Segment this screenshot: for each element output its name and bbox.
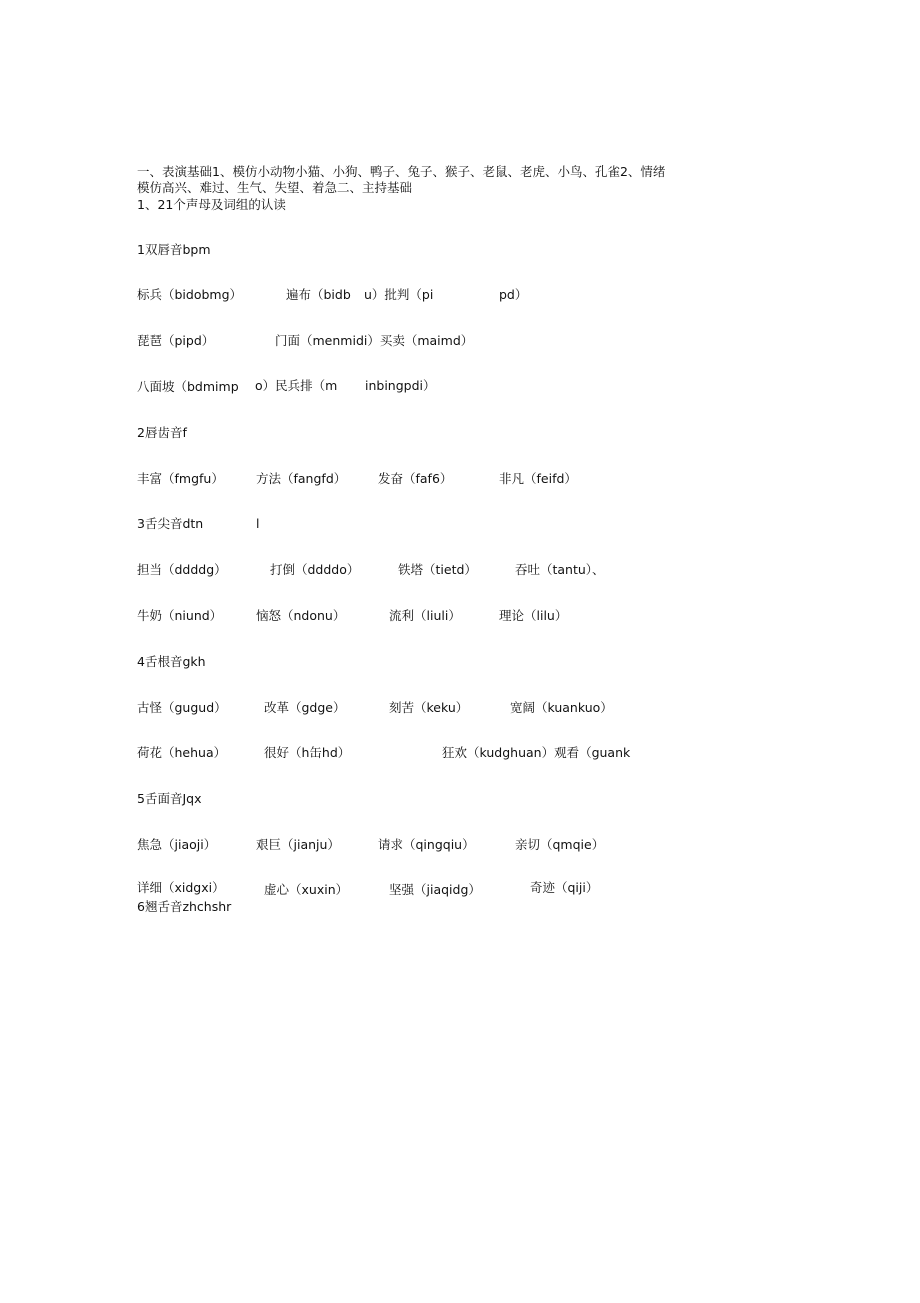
word-entry: 流利（liuli） <box>389 608 461 623</box>
word-entry: 宽阔（kuankuo） <box>510 700 613 715</box>
word-entry: 打倒（ddddo） <box>270 562 360 577</box>
word-entry: 艰巨（jianju） <box>256 837 340 852</box>
word-entry: 标兵（bidobmg） <box>137 287 243 302</box>
word-entry: 铁塔（tietd） <box>398 562 477 577</box>
intro-line-3: 1、21个声母及词组的认读 <box>137 197 286 212</box>
word-entry: 亲切（qmqie） <box>515 837 605 852</box>
word-entry: 门面（menmidi）买卖（maimd） <box>275 333 474 348</box>
word-entry: 古怪（gugud） <box>137 700 227 715</box>
word-entry: 狂欢（kudghuan）观看（guank <box>442 745 631 760</box>
word-entry: 理论（lilu） <box>499 608 568 623</box>
word-entry: pd） <box>499 287 528 302</box>
word-entry: 担当（ddddg） <box>137 562 227 577</box>
word-entry: 坚强（jiaqidg） <box>389 882 481 897</box>
section-heading-retroflex: 6翘舌音zhchshr <box>137 899 232 914</box>
word-entry: 荷花（hehua） <box>137 745 227 760</box>
word-entry: 非凡（feifd） <box>499 471 577 486</box>
section-heading-alveolar: 3舌尖音dtn <box>137 516 204 531</box>
word-entry: o）民兵排（m <box>255 378 338 393</box>
word-entry: 方法（fangfd） <box>256 471 347 486</box>
section-heading-velar: 4舌根音gkh <box>137 654 206 669</box>
word-entry: 焦急（jiaoji） <box>137 837 217 852</box>
word-entry: 虚心（xuxin） <box>264 882 349 897</box>
section-heading-bilabial: 1双唇音bpm <box>137 242 211 257</box>
word-entry: 遍布（bidb <box>286 287 351 302</box>
word-entry: 琵琶（pipd） <box>137 333 215 348</box>
word-entry: 奇迹（qiji） <box>530 880 599 895</box>
word-entry: inbingpdi） <box>365 378 436 393</box>
word-entry: 请求（qingqiu） <box>378 837 475 852</box>
section-heading-alveolar-extra: l <box>256 516 260 531</box>
word-entry: 牛奶（niund） <box>137 608 223 623</box>
word-entry: 吞吐（tantu）、 <box>515 562 605 577</box>
intro-line-2: 模仿高兴、难过、生气、失望、着急二、主持基础 <box>137 180 413 195</box>
word-entry: 刻苦（keku） <box>389 700 469 715</box>
word-entry: 八面坡（bdmimp <box>137 379 239 394</box>
section-heading-palatal: 5舌面音Jqx <box>137 791 202 806</box>
intro-line-1: 一、表演基础1、模仿小动物小猫、小狗、鸭子、兔子、猴子、老鼠、老虎、小鸟、孔雀2、情绪 <box>137 164 666 179</box>
word-entry: 改革（gdge） <box>264 700 346 715</box>
word-entry: 很好（h缶hd） <box>264 745 351 760</box>
section-heading-labiodental: 2唇齿音f <box>137 425 187 440</box>
word-entry: u）批判（pi <box>364 287 434 302</box>
word-entry: 发奋（faf6） <box>378 471 453 486</box>
word-entry: 丰富（fmgfu） <box>137 471 224 486</box>
word-entry: 恼怒（ndonu） <box>256 608 346 623</box>
word-entry: 详细（xidgxi） <box>137 880 225 895</box>
